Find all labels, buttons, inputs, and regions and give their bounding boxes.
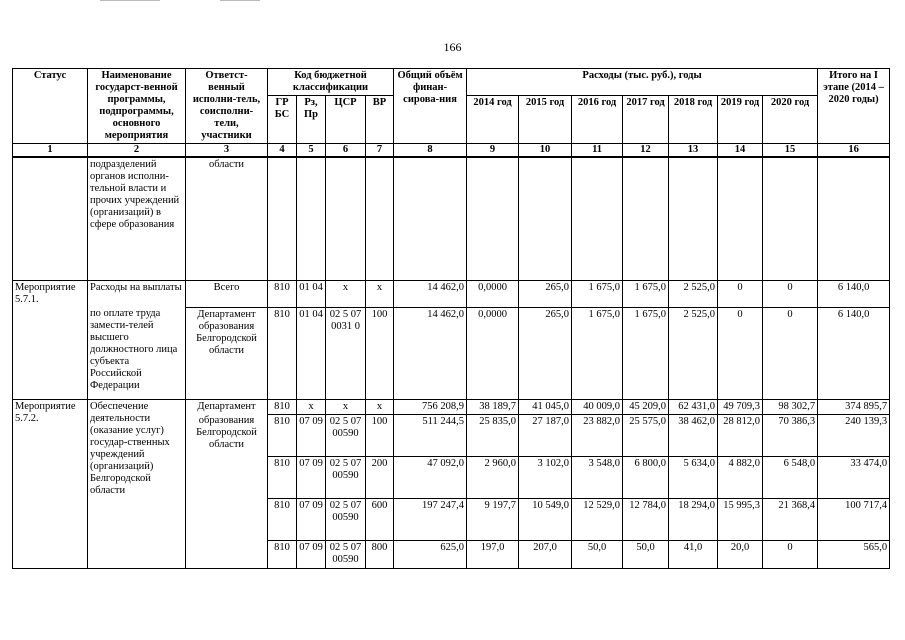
cell-2018: 2 525,0 <box>669 280 718 307</box>
cell-2016: 1 675,0 <box>572 280 623 307</box>
col-number: 1 <box>13 144 88 158</box>
continuation-name: подразделений органов исполни-тельной власти и прочих учреждений (организаций) в сфере образования <box>88 157 186 280</box>
cell-vr: 200 <box>366 456 394 498</box>
cell-vr: 800 <box>366 540 394 568</box>
cell-stage: 565,0 <box>818 540 890 568</box>
cell-2017: 25 575,0 <box>623 414 669 456</box>
m571-status: Мероприятие 5.7.1. <box>13 280 88 399</box>
cell-vr: 100 <box>366 307 394 399</box>
cell-csr: 02 5 07 00590 <box>326 540 366 568</box>
cell-2018: 38 462,0 <box>669 414 718 456</box>
m571-resp: Всего <box>186 280 268 307</box>
col-number: 5 <box>297 144 326 158</box>
header-rzpr: Рз, Пр <box>297 96 326 144</box>
cell-2014: 0,0000 <box>467 307 519 399</box>
cell-grbs: 810 <box>268 498 297 540</box>
scan-artifact <box>100 0 160 1</box>
cell-stage: 100 717,4 <box>818 498 890 540</box>
cell-rzpr: 01 04 <box>297 280 326 307</box>
cell-2020: 0 <box>763 307 818 399</box>
continuation-responsible: области <box>186 157 268 280</box>
cell-2019: 4 882,0 <box>718 456 763 498</box>
cell-2019: 20,0 <box>718 540 763 568</box>
m571-name-b: по оплате труда замести-телей высшего должностного лица субъекта Российской Федерации <box>88 307 186 399</box>
cell-2018: 5 634,0 <box>669 456 718 498</box>
cell-2015: 265,0 <box>519 280 572 307</box>
cell-2016: 40 009,0 <box>572 399 623 414</box>
col-number: 8 <box>394 144 467 158</box>
table-row <box>13 399 890 414</box>
cell-2015: 3 102,0 <box>519 456 572 498</box>
m572-status: Мероприятие 5.7.2. <box>13 399 88 568</box>
header-responsible: Ответст-венный исполни-тель, соисполни-тели, участники <box>186 69 268 144</box>
cell-rzpr: 07 09 <box>297 540 326 568</box>
cell-2017: 1 675,0 <box>623 307 669 399</box>
cell-2017: 1 675,0 <box>623 280 669 307</box>
cell-rzpr: 07 09 <box>297 498 326 540</box>
cell-2019: 15 995,3 <box>718 498 763 540</box>
cell-2018: 41,0 <box>669 540 718 568</box>
cell-2015: 41 045,0 <box>519 399 572 414</box>
cell-2020: 98 302,7 <box>763 399 818 414</box>
header-name: Наименование государст-венной программы, подпрограммы, основного мероприятия <box>88 69 186 144</box>
header-grbs: ГР БС <box>268 96 297 144</box>
header-total-volume: Общий объём финан-сирова-ния <box>394 69 467 144</box>
cell-2014: 0,0000 <box>467 280 519 307</box>
cell-grbs: 810 <box>268 414 297 456</box>
col-number: 10 <box>519 144 572 158</box>
cell-2014: 38 189,7 <box>467 399 519 414</box>
cell-total: 197 247,4 <box>394 498 467 540</box>
cell-grbs: 810 <box>268 399 297 414</box>
cell-2016: 3 548,0 <box>572 456 623 498</box>
header-2017: 2017 год <box>623 96 669 144</box>
col-number: 13 <box>669 144 718 158</box>
cell-stage: 240 139,3 <box>818 414 890 456</box>
header-csr: ЦСР <box>326 96 366 144</box>
cell-csr: 02 5 07 0031 0 <box>326 307 366 399</box>
cell-csr: 02 5 07 00590 <box>326 414 366 456</box>
cell-2017: 12 784,0 <box>623 498 669 540</box>
cell-csr: 02 5 07 00590 <box>326 456 366 498</box>
col-number: 3 <box>186 144 268 158</box>
cell-2018: 2 525,0 <box>669 307 718 399</box>
cell-2014: 9 197,7 <box>467 498 519 540</box>
cell-2015: 207,0 <box>519 540 572 568</box>
cell-stage: 374 895,7 <box>818 399 890 414</box>
cell-2018: 18 294,0 <box>669 498 718 540</box>
cell-2019: 49 709,3 <box>718 399 763 414</box>
cell-csr: х <box>326 399 366 414</box>
cell-grbs: 810 <box>268 540 297 568</box>
col-number: 4 <box>268 144 297 158</box>
cell-2018: 62 431,0 <box>669 399 718 414</box>
table-row <box>13 307 890 399</box>
col-number: 2 <box>88 144 186 158</box>
header-2018: 2018 год <box>669 96 718 144</box>
cell-2014: 2 960,0 <box>467 456 519 498</box>
cell-stage: 33 474,0 <box>818 456 890 498</box>
cell-2019: 0 <box>718 280 763 307</box>
header-expenses: Расходы (тыс. руб.), годы <box>467 69 818 96</box>
cell-2020: 6 548,0 <box>763 456 818 498</box>
header-2016: 2016 год <box>572 96 623 144</box>
cell-2019: 28 812,0 <box>718 414 763 456</box>
col-number: 14 <box>718 144 763 158</box>
cell-2016: 1 675,0 <box>572 307 623 399</box>
cell-rzpr: 07 09 <box>297 414 326 456</box>
table-row <box>13 280 890 307</box>
cell-rzpr: 07 09 <box>297 456 326 498</box>
cell-2020: 0 <box>763 540 818 568</box>
cell-vr: 100 <box>366 414 394 456</box>
cell-rzpr: х <box>297 399 326 414</box>
cell-csr: х <box>326 280 366 307</box>
cell-2016: 23 882,0 <box>572 414 623 456</box>
m572-resp-b: образования Белгородской области <box>186 414 268 568</box>
col-number: 15 <box>763 144 818 158</box>
cell-2019: 0 <box>718 307 763 399</box>
budget-table <box>12 68 890 569</box>
m571-resp: Департамент образования Белгородской области <box>186 307 268 399</box>
header-2014: 2014 год <box>467 96 519 144</box>
scan-artifact <box>220 0 260 1</box>
cell-2020: 70 386,3 <box>763 414 818 456</box>
m571-name-a: Расходы на выплаты <box>88 280 186 307</box>
cell-grbs: 810 <box>268 456 297 498</box>
cell-2014: 25 835,0 <box>467 414 519 456</box>
header-stage-total: Итого на I этапе (2014 – 2020 годы) <box>818 69 890 144</box>
header-vr: ВР <box>366 96 394 144</box>
cell-total: 47 092,0 <box>394 456 467 498</box>
cell-2017: 50,0 <box>623 540 669 568</box>
cell-total: 625,0 <box>394 540 467 568</box>
cell-2020: 21 368,4 <box>763 498 818 540</box>
cell-2015: 265,0 <box>519 307 572 399</box>
cell-csr: 02 5 07 00590 <box>326 498 366 540</box>
cell-total: 511 244,5 <box>394 414 467 456</box>
header-2015: 2015 год <box>519 96 572 144</box>
header-budget-code: Код бюджетной классификации <box>268 69 394 96</box>
col-number: 16 <box>818 144 890 158</box>
col-number: 6 <box>326 144 366 158</box>
cell-grbs: 810 <box>268 307 297 399</box>
header-2020: 2020 год <box>763 96 818 144</box>
cell-2017: 45 209,0 <box>623 399 669 414</box>
cell-rzpr: 01 04 <box>297 307 326 399</box>
cell-vr: 600 <box>366 498 394 540</box>
col-number: 9 <box>467 144 519 158</box>
cell-total: 756 208,9 <box>394 399 467 414</box>
col-number: 7 <box>366 144 394 158</box>
cell-2017: 6 800,0 <box>623 456 669 498</box>
page-number: 166 <box>443 40 462 54</box>
cell-2020: 0 <box>763 280 818 307</box>
header-2019: 2019 год <box>718 96 763 144</box>
col-number: 12 <box>623 144 669 158</box>
cell-2016: 12 529,0 <box>572 498 623 540</box>
header-status: Статус <box>13 69 88 144</box>
cell-vr: х <box>366 399 394 414</box>
cell-2014: 197,0 <box>467 540 519 568</box>
cell-2015: 10 549,0 <box>519 498 572 540</box>
cell-grbs: 810 <box>268 280 297 307</box>
cell-2015: 27 187,0 <box>519 414 572 456</box>
cell-total: 14 462,0 <box>394 307 467 399</box>
table-row <box>13 157 890 280</box>
cell-vr: х <box>366 280 394 307</box>
cell-total: 14 462,0 <box>394 280 467 307</box>
m572-name: Обеспечение деятельности (оказание услуг) государ-ственных учреждений (организаций) Белгородской области <box>88 399 186 568</box>
col-number: 11 <box>572 144 623 158</box>
cell-stage: 6 140,0 <box>818 307 890 399</box>
cell-2016: 50,0 <box>572 540 623 568</box>
cell-stage: 6 140,0 <box>818 280 890 307</box>
m572-resp-a: Департамент <box>186 399 268 414</box>
